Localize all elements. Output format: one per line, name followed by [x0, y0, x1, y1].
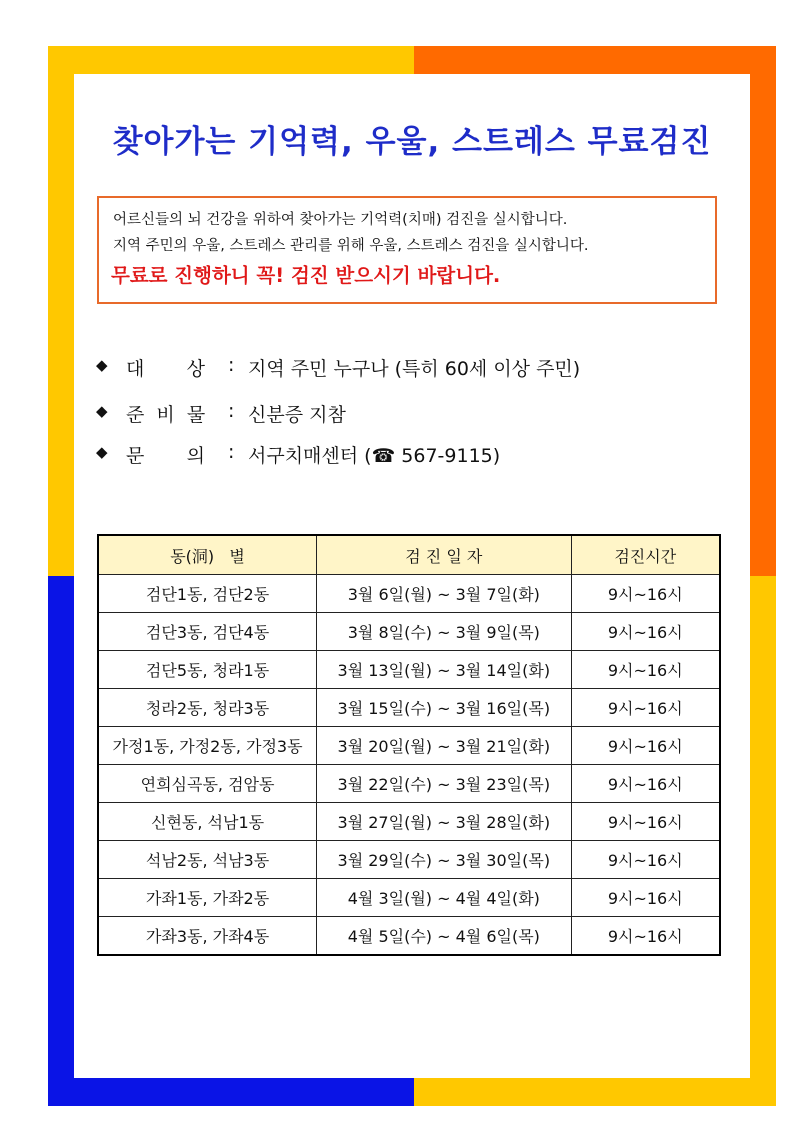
cell-time: 9시~16시	[571, 879, 720, 917]
cell-district: 석남2동, 석남3동	[98, 841, 317, 879]
cell-district: 검단1동, 검단2동	[98, 575, 317, 613]
cell-date: 4월 5일(수) ~ 4월 6일(목)	[317, 917, 571, 956]
info-colon: :	[228, 400, 235, 422]
cell-district: 검단3동, 검단4동	[98, 613, 317, 651]
page-title: 찾아가는 기억력, 우울, 스트레스 무료검진	[112, 124, 712, 160]
info-colon: :	[228, 441, 235, 463]
header-district: 동(洞) 별	[98, 535, 317, 575]
cell-district: 가좌3동, 가좌4동	[98, 917, 317, 956]
cell-date: 3월 6일(월) ~ 3월 7일(화)	[317, 575, 571, 613]
info-value: 지역 주민 누구나 (특히 60세 이상 주민)	[248, 358, 581, 380]
table-row	[98, 689, 720, 727]
cell-time: 9시~16시	[571, 651, 720, 689]
cell-date: 3월 15일(수) ~ 3월 16일(목)	[317, 689, 571, 727]
cell-time: 9시~16시	[571, 803, 720, 841]
cell-district: 가좌1동, 가좌2동	[98, 879, 317, 917]
table-row	[98, 841, 720, 879]
frame-bottom-left-bar	[48, 1078, 414, 1106]
notice-line-depression: 지역 주민의 우울, 스트레스 관리를 위해 우울, 스트레스 검진을 실시합니다.	[113, 238, 589, 254]
info-value: 서구치매센터 (☎ 567-9115)	[248, 445, 501, 467]
diamond-bullet-icon: ◆	[96, 402, 108, 420]
schedule-table	[97, 534, 721, 956]
header-date: 검 진 일 자	[317, 535, 571, 575]
table-row	[98, 765, 720, 803]
table-header-row	[98, 535, 720, 575]
table-row	[98, 727, 720, 765]
cell-time: 9시~16시	[571, 613, 720, 651]
table-row	[98, 917, 720, 956]
cell-date: 3월 22일(수) ~ 3월 23일(목)	[317, 765, 571, 803]
cell-date: 3월 8일(수) ~ 3월 9일(목)	[317, 613, 571, 651]
cell-date: 4월 3일(월) ~ 4월 4일(화)	[317, 879, 571, 917]
table-row	[98, 575, 720, 613]
frame-left-bottom-bar	[48, 576, 74, 1106]
frame-top-left-bar	[48, 46, 414, 74]
diamond-bullet-icon: ◆	[96, 443, 108, 461]
cell-time: 9시~16시	[571, 727, 720, 765]
table-row	[98, 651, 720, 689]
frame-top-right-bar	[414, 46, 776, 74]
diamond-bullet-icon: ◆	[96, 356, 108, 374]
info-value: 신분증 지참	[248, 404, 346, 426]
table-row	[98, 803, 720, 841]
cell-date: 3월 29일(수) ~ 3월 30일(목)	[317, 841, 571, 879]
cell-district: 신현동, 석남1동	[98, 803, 317, 841]
cell-district: 연희심곡동, 검암동	[98, 765, 317, 803]
notice-box	[97, 196, 717, 304]
cell-district: 가정1동, 가정2동, 가정3동	[98, 727, 317, 765]
info-label: 문 의	[126, 445, 205, 467]
cell-time: 9시~16시	[571, 575, 720, 613]
frame-bottom-right-bar	[414, 1078, 776, 1106]
cell-time: 9시~16시	[571, 689, 720, 727]
table-row	[98, 613, 720, 651]
cell-time: 9시~16시	[571, 841, 720, 879]
frame-right-bottom-bar	[750, 576, 776, 1106]
info-label: 준 비 물	[126, 404, 206, 426]
info-label: 대 상	[126, 358, 205, 380]
notice-line-memory: 어르신들의 뇌 건강을 위하여 찾아가는 기억력(치매) 검진을 실시합니다.	[113, 212, 568, 228]
header-time: 검진시간	[571, 535, 720, 575]
frame-right-top-bar	[750, 46, 776, 576]
cell-time: 9시~16시	[571, 765, 720, 803]
table-row	[98, 879, 720, 917]
cell-district: 청라2동, 청라3동	[98, 689, 317, 727]
cell-district: 검단5동, 청라1동	[98, 651, 317, 689]
frame-left-top-bar	[48, 46, 74, 576]
cell-date: 3월 13일(월) ~ 3월 14일(화)	[317, 651, 571, 689]
cell-time: 9시~16시	[571, 917, 720, 956]
info-colon: :	[228, 354, 235, 376]
notice-line-free: 무료로 진행하니 꼭! 검진 받으시기 바랍니다.	[111, 264, 501, 287]
cell-date: 3월 27일(월) ~ 3월 28일(화)	[317, 803, 571, 841]
cell-date: 3월 20일(월) ~ 3월 21일(화)	[317, 727, 571, 765]
